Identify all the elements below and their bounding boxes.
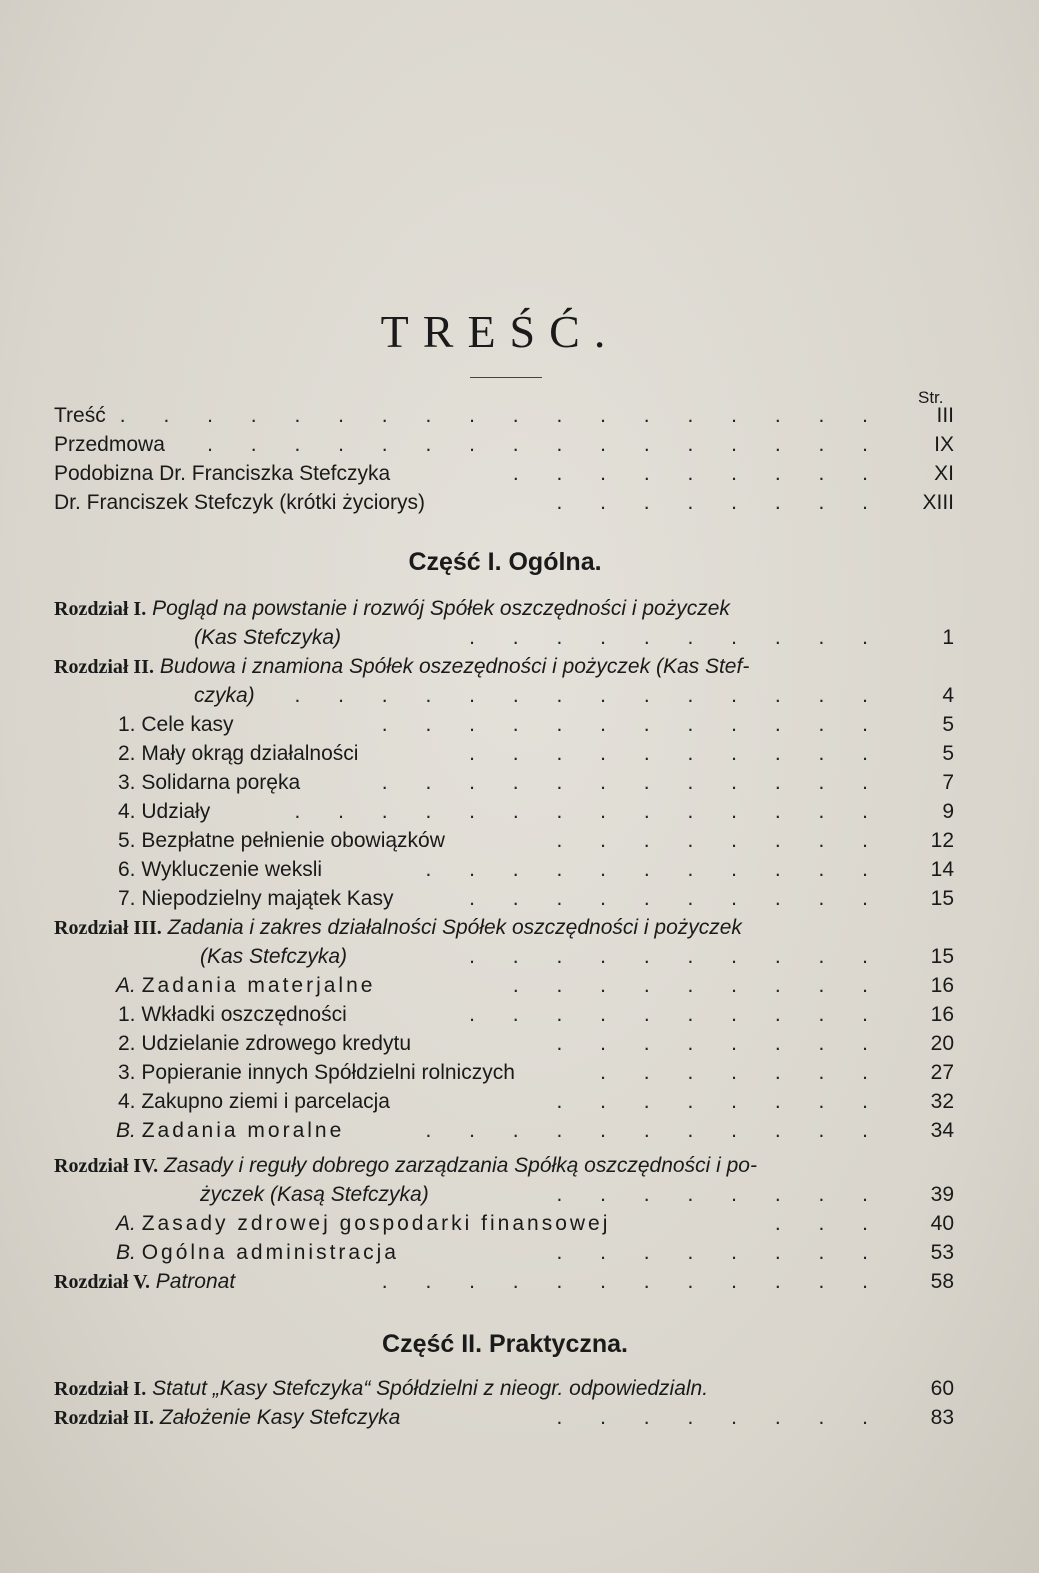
toc-subentry: 3. Solidarna poręka . . . . . . . . . . . . 7 [118, 771, 954, 794]
section-heading: Część II. Praktyczna. [382, 1330, 628, 1358]
chapter-entry: Rozdział IV. Zasady i reguły dobrego zarządzania Spółką oszczędności i po- [54, 1154, 757, 1177]
toc-subentry: 4. Udziały . . . . . . . . . . . . . . 9 [118, 800, 954, 823]
toc-subentry: A. Zasady zdrowej gospodarki finansowej . . . 40 [116, 1212, 954, 1235]
toc-entry: Podobizna Dr. Franciszka Stefczyka . . . . . . . . . XI [54, 462, 954, 485]
chapter-entry-cont: czyka) . . . . . . . . . . . . . . 4 [194, 684, 954, 707]
toc-subentry: 4. Zakupno ziemi i parcelacja . . . . . . . . 32 [118, 1090, 954, 1113]
chapter-entry: Rozdział V. Patronat . . . . . . . . . . . . 58 [54, 1270, 954, 1293]
chapter-entry-cont: (Kas Stefczyka) . . . . . . . . . . 1 [194, 626, 954, 649]
chapter-entry-cont: życzek (Kasą Stefczyka) . . . . . . . . 39 [200, 1183, 954, 1206]
toc-subentry: 2. Mały okrąg działalności . . . . . . . . . . 5 [118, 742, 954, 765]
page-title: TREŚĆ. [380, 306, 620, 357]
toc-subentry: 3. Popieranie innych Spółdzielni rolniczych . . . . . . . 27 [118, 1061, 954, 1084]
chapter-entry-cont: (Kas Stefczyka) . . . . . . . . . . 15 [200, 945, 954, 968]
chapter-entry: Rozdział I. Pogląd na powstanie i rozwój Spółek oszczędności i pożyczek [54, 597, 730, 620]
toc-subentry: 5. Bezpłatne pełnienie obowiązków . . . . . . . . 12 [118, 829, 954, 852]
toc-subentry: B. Ogólna administracja . . . . . . . . 53 [116, 1241, 954, 1264]
toc-entry: Dr. Franciszek Stefczyk (krótki życiorys) . . . . . . . . XIII [54, 491, 954, 514]
chapter-entry: Rozdział III. Zadania i zakres działalności Spółek oszczędności i pożyczek [54, 916, 742, 939]
chapter-entry: Rozdział I. Statut „Kasy Stefczyka“ Spółdzielni z nieogr. odpowiedzialn. 60 [54, 1377, 954, 1400]
title-rule [470, 377, 542, 378]
toc-subentry: 7. Niepodzielny majątek Kasy . . . . . . . . . . 15 [118, 887, 954, 910]
chapter-entry: Rozdział II. Założenie Kasy Stefczyka . . . . . . . . 83 [54, 1406, 954, 1429]
toc-entry: Treść . . . . . . . . . . . . . . . . . . III [54, 404, 954, 427]
toc-subentry: 6. Wykluczenie weksli . . . . . . . . . . . 14 [118, 858, 954, 881]
toc-entry: Przedmowa . . . . . . . . . . . . . . . . IX [54, 433, 954, 456]
page-column-label: Str. [918, 388, 944, 407]
chapter-entry: Rozdział II. Budowa i znamiona Spółek oszezędności i pożyczek (Kas Stef- [54, 655, 750, 678]
toc-subentry: 1. Wkładki oszczędności . . . . . . . . . . 16 [118, 1003, 954, 1026]
toc-subentry: 2. Udzielanie zdrowego kredytu . . . . . . . . 20 [118, 1032, 954, 1055]
toc-subentry: A. Zadania materjalne . . . . . . . . . 16 [116, 974, 954, 997]
toc-subentry: 1. Cele kasy . . . . . . . . . . . . 5 [118, 713, 954, 736]
toc-subentry: B. Zadania moralne . . . . . . . . . . . 34 [116, 1119, 954, 1142]
section-heading: Część I. Ogólna. [408, 548, 602, 576]
